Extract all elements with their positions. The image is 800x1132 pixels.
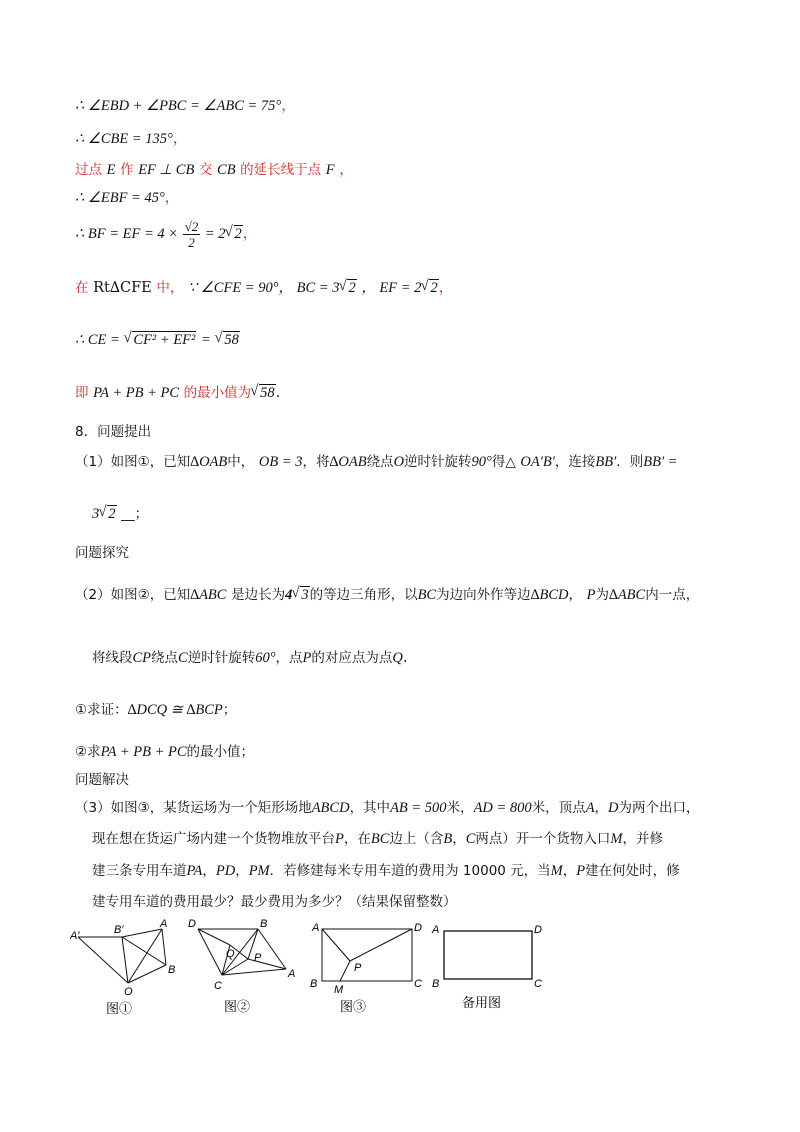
math: PA + PB + PC [93, 385, 180, 401]
math: P [586, 587, 596, 603]
text: ， [562, 863, 577, 879]
solution-line-4 [75, 188, 179, 208]
math: = 2 [204, 226, 226, 242]
math: E [106, 162, 116, 178]
text: 逆时针旋转 [404, 454, 472, 470]
text: 得△ [491, 454, 516, 470]
sqrt [251, 383, 276, 403]
math: 60° [255, 650, 276, 666]
math: C [178, 650, 188, 666]
solution-line-8 [75, 383, 280, 403]
fig1-label: B [168, 964, 176, 976]
text: 逆时针旋转 [187, 650, 256, 666]
radicand: 2 [108, 506, 116, 522]
text: 在 [75, 280, 89, 296]
fig4-label: B [432, 978, 440, 990]
math: EF ⊥ CB [138, 162, 195, 178]
problem-part-1 [75, 452, 678, 472]
math: ∆OAB [190, 454, 228, 470]
problem-part-2 [75, 585, 699, 605]
text: 交 [198, 162, 213, 178]
text: __； [121, 506, 149, 522]
angle-cbe-expression: ∴ ∠CBE = 135° [75, 131, 173, 147]
fig4-caption: 备用图 [462, 995, 502, 1010]
math: PA [186, 863, 203, 879]
radicand: 2 [234, 226, 242, 242]
text: 米， [446, 800, 474, 816]
fig1-segment [122, 929, 162, 937]
math: P [302, 650, 312, 666]
math: ， EF = 2 [361, 280, 422, 296]
math: B [443, 831, 453, 847]
fig1-caption: 图① [106, 1001, 133, 1016]
sqrt [421, 278, 438, 298]
fig2-caption: 图② [224, 999, 251, 1014]
fig2-segment [198, 929, 230, 945]
text: ，点 [275, 650, 303, 666]
math: AD = 800 [473, 800, 532, 816]
fig1-segment [122, 937, 128, 983]
problem-part-2-cont [92, 648, 407, 668]
math: PA + PB + PC [100, 744, 187, 760]
text: 为两个出口， [618, 800, 700, 816]
fig3-label: D [414, 922, 422, 934]
fig4-label: D [534, 924, 542, 936]
fig2-label: P [254, 952, 262, 964]
text: 中， [156, 280, 184, 296]
sqrt [226, 218, 243, 250]
math: 4 [285, 587, 293, 603]
text: 作 [120, 162, 134, 178]
numerator: √2 [184, 218, 199, 234]
figure-3 [322, 929, 412, 981]
text: （2）如图②，已知 [75, 587, 191, 603]
fig1-segment [78, 937, 128, 983]
math: 90° [471, 454, 492, 470]
punct: ， [242, 226, 258, 242]
text: ， [202, 863, 216, 879]
text: 即 [75, 385, 89, 401]
math: F [325, 162, 335, 178]
section-explore: 问题探究 [75, 545, 129, 561]
math: BB′ = [643, 454, 678, 470]
fig1-label: A [160, 918, 168, 930]
math: P [576, 863, 586, 879]
math: CB [217, 162, 236, 178]
text: 的对应点为点 [311, 650, 393, 666]
figure-4 [444, 931, 532, 979]
text: ①求证： [75, 702, 128, 718]
text: 是边长为 [231, 587, 286, 603]
text: ， [568, 587, 582, 603]
text: 中， [227, 454, 255, 470]
math: AB = 500 [390, 800, 447, 816]
text: 的等边三角形，以 [309, 587, 418, 603]
fig3-caption: 图③ [340, 999, 367, 1014]
math: ∴ BF = EF = 4 × [75, 226, 179, 242]
math: ∆DCQ ≅ ∆BCP [127, 702, 223, 718]
radicand: 2 [348, 280, 356, 296]
problem-part-3-line1 [75, 798, 700, 818]
text: 为 [595, 587, 609, 603]
text: 的延长线于点 [240, 162, 322, 178]
text: ．则 [616, 454, 644, 470]
math: = [201, 332, 211, 348]
math: ∆ABC [190, 587, 227, 603]
radicand: 58 [260, 385, 275, 401]
math: CP [132, 650, 152, 666]
solution-line-7 [75, 330, 240, 350]
fig2-label: A [288, 968, 296, 980]
punct: . [275, 385, 281, 401]
solution-line-3 [75, 160, 354, 180]
fig1-label: B′ [114, 924, 124, 936]
text: ，其中 [349, 800, 391, 816]
text: 为边向外作等边 [436, 587, 531, 603]
fraction [183, 219, 201, 250]
problem-title: 8．问题提出 [75, 424, 152, 440]
fig4-label: C [534, 978, 542, 990]
figure-2 [198, 929, 286, 975]
math: ∆ABC [608, 587, 646, 603]
math: 3 [92, 506, 100, 522]
text: 两点）开一个货物入口 [475, 831, 611, 847]
radicand: 3 [301, 587, 309, 603]
text: 将线段 [92, 650, 133, 666]
math: PM [248, 863, 270, 879]
punct: ， [281, 98, 296, 114]
fig1-segment [122, 937, 166, 965]
sqrt [339, 278, 356, 298]
fig3-label: M [334, 984, 344, 996]
fig3-label: C [414, 978, 422, 990]
fig3-segment [350, 929, 412, 961]
problem-part-3-line3 [92, 861, 680, 881]
denominator: 2 [188, 234, 195, 250]
text: ， [235, 863, 249, 879]
fig3-segment [340, 961, 350, 981]
fig3-segment [322, 929, 350, 961]
math: ∵ ∠CFE = 90°， BC = 3 [187, 280, 340, 296]
fig4-rectangle [444, 931, 532, 979]
text: ，并修 [622, 831, 664, 847]
fig2-label: Q [226, 948, 235, 960]
text: ，连接 [554, 454, 596, 470]
text: 绕点 [366, 454, 394, 470]
math: BC [417, 587, 437, 603]
text: 建在何处时，修 [585, 863, 680, 879]
section-solve: 问题解决 [75, 772, 129, 788]
fig2-label: D [188, 918, 196, 930]
problem-part-3-line4: 建专用车道的费用最少？最少费用为多少？（结果保留整数） [92, 894, 457, 910]
math: BC [370, 831, 390, 847]
text: ； [222, 702, 237, 718]
figures-panel [70, 915, 570, 1025]
math: ∆OAB [329, 454, 367, 470]
text: 边上（含 [389, 831, 444, 847]
math: O [393, 454, 405, 470]
problem-part-3-line2 [92, 829, 663, 849]
sqrt [124, 330, 196, 350]
math: PD [215, 863, 236, 879]
text: ．若修建每米专用车道的费用为 10000 元，当 [269, 863, 551, 879]
fig2-segment [222, 969, 286, 975]
sqrt [99, 504, 116, 524]
solution-line-6 [75, 278, 453, 298]
fig2-label: C [214, 980, 222, 992]
text: ， [594, 800, 609, 816]
radicand: 2 [430, 280, 438, 296]
solution-line-1 [75, 96, 296, 116]
radicand: CF² + EF² [133, 332, 196, 348]
text: 现在想在货运广场内建一个货物堆放平台 [92, 831, 335, 847]
fig1-segment [162, 929, 166, 965]
math: ∆BCD [530, 587, 569, 603]
fig3-rectangle [322, 929, 412, 981]
text: （1）如图①，已知 [75, 454, 191, 470]
radicand: 58 [224, 332, 239, 348]
sqrt [215, 330, 240, 350]
text: 的最小值为 [183, 385, 252, 401]
punct: ， [164, 190, 180, 206]
math: Rt∆CFE [93, 280, 152, 296]
fig2-segment [198, 929, 222, 975]
math: M [610, 831, 623, 847]
math: ∴ CE = [75, 332, 120, 348]
math: ABCD [311, 800, 350, 816]
fig4-label: A [432, 924, 440, 936]
sqrt [292, 585, 309, 605]
math: BB′ [595, 454, 617, 470]
text: 米，顶点 [531, 800, 586, 816]
math: OA′B′ [520, 454, 555, 470]
punct: ， [438, 280, 454, 296]
punct: ， [172, 131, 188, 147]
angle-ebf-expression: ∴ ∠EBF = 45° [75, 190, 165, 206]
fig3-label: A [312, 922, 320, 934]
sub-question-2 [75, 742, 254, 762]
text: ， [452, 831, 466, 847]
text: 绕点 [151, 650, 179, 666]
text: ②求 [75, 744, 101, 760]
figure-1 [78, 929, 166, 983]
math: C [465, 831, 476, 847]
fig3-label: B [310, 978, 318, 990]
text: ，在 [343, 831, 371, 847]
solution-line-2 [75, 129, 187, 149]
math: M [550, 863, 563, 879]
fig1-label: A′ [70, 930, 80, 942]
text: 的最小值； [186, 744, 255, 760]
sub-question-1 [75, 700, 236, 720]
math: P [335, 831, 344, 847]
text: 过点 [75, 162, 102, 178]
answer-line [92, 504, 148, 524]
text: ，将 [302, 454, 330, 470]
fig2-label: B [260, 918, 268, 930]
math: Q [392, 650, 403, 666]
punct: . [402, 650, 408, 666]
fig3-label: P [354, 962, 362, 974]
angle-sum-expression: ∴ ∠EBD + ∠PBC = ∠ABC = 75° [75, 98, 282, 114]
math: A [585, 800, 595, 816]
text: （3）如图③，某货运场为一个矩形场地 [75, 800, 312, 816]
solution-line-5 [75, 218, 257, 250]
math: D [608, 800, 619, 816]
punct: ， [339, 162, 354, 178]
text: 建三条专用车道 [92, 863, 187, 879]
fig1-label: O [124, 986, 133, 998]
math: OB = 3 [258, 454, 303, 470]
text: 内一点， [645, 587, 700, 603]
